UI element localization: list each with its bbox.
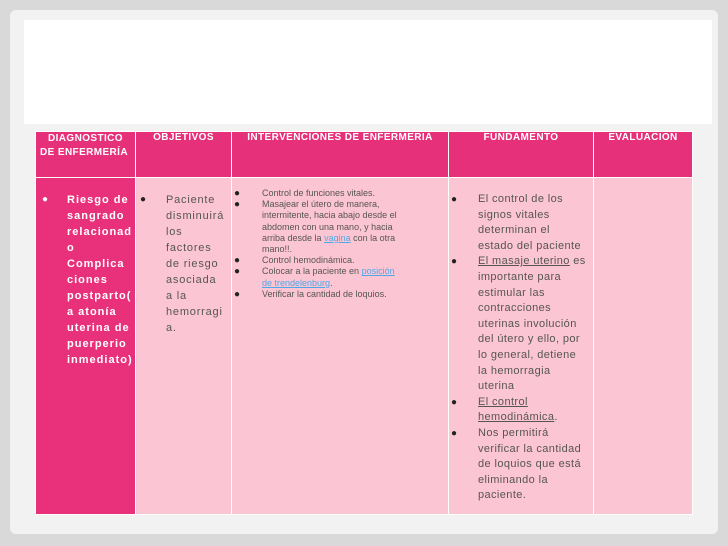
fundamento-line: El control de los [478, 193, 564, 205]
intervencion-text: con la otra [353, 232, 396, 243]
diagnostico-line: inmediato) [67, 354, 133, 366]
fundamento-line: contracciones [478, 302, 552, 315]
fundamento-line: la hemorragia [478, 364, 551, 377]
objetivos-line: factores [166, 242, 212, 254]
objetivos-line: a. [166, 322, 177, 334]
fundamento-line: uterinas involución [478, 317, 577, 330]
intervenciones-list [232, 178, 448, 300]
intervencion-line: abdomen con una mano, y hacia [262, 221, 393, 232]
objetivos-line: asociada [166, 274, 217, 286]
hemodinamica-link[interactable]: hemodinámica [478, 411, 555, 424]
intervencion-text: . [330, 277, 333, 288]
objetivos-line: a la [166, 290, 187, 302]
header-evaluacion: EVALUACION [594, 132, 693, 178]
title-placeholder [24, 20, 712, 124]
trendelenburg-link[interactable]: de trendelenburg [262, 277, 331, 288]
bullet-icon: ● [234, 188, 241, 199]
evaluacion-cell [594, 178, 693, 515]
bullet-icon: ● [234, 266, 241, 278]
header-diagnostico [36, 132, 136, 178]
intervencion-item [234, 266, 444, 288]
fundamento-line: estimular las [478, 286, 545, 299]
diagnostico-line: a atonía [67, 306, 117, 318]
diagnostico-line: puerperio [67, 338, 127, 350]
objetivos-cell [136, 178, 232, 515]
fundamento-line: verificar la cantidad [478, 442, 582, 455]
header-diagnostico-line1: DIAGNOSTICO [48, 133, 123, 144]
intervencion-line: Masajear el útero de manera, [262, 199, 380, 210]
fundamento-text: es [573, 255, 586, 268]
objetivos-item [140, 192, 227, 336]
header-diagnostico-line2: DE ENFERMERÍA [40, 147, 128, 158]
fundamento-line: Nos permitirá [478, 426, 549, 439]
fundamento-item [451, 254, 589, 394]
objetivos-line: los [166, 226, 183, 238]
header-objetivos: OBJETIVOS [136, 132, 232, 178]
header-row [36, 132, 693, 178]
intervencion-text: Control hemodinámica. [262, 255, 355, 266]
diagnostico-line: relacionad [67, 226, 133, 238]
intervencion-line: intermitente, hacia abajo desde el [262, 210, 397, 221]
diagnostico-line: uterina de [67, 322, 130, 334]
diagnostico-list [36, 178, 135, 368]
objetivos-list [136, 178, 231, 336]
bullet-icon: ● [234, 255, 241, 267]
fundamento-text: . [554, 411, 558, 424]
diagnostico-line: Complica [67, 258, 125, 270]
masaje-uterino-link[interactable]: El masaje uterino [478, 255, 570, 268]
care-plan-table [35, 131, 693, 515]
intervenciones-cell [232, 178, 449, 515]
diagnostico-line: ciones [67, 274, 108, 286]
bullet-icon: ● [234, 199, 241, 211]
fundamento-line: del útero y ello, por [478, 333, 580, 346]
fundamento-line: importante para [478, 270, 562, 283]
objetivos-line: hemorragi [166, 306, 223, 318]
intervencion-line: mano!!. [262, 244, 293, 255]
intervencion-item [234, 199, 444, 255]
control-link[interactable]: El control [478, 395, 528, 408]
body-row [36, 178, 693, 515]
fundamento-item [451, 192, 589, 254]
posicion-link[interactable]: posición [361, 266, 395, 277]
fundamento-line: signos vitales [478, 208, 550, 221]
intervencion-item [234, 255, 444, 266]
fundamento-list [449, 178, 593, 504]
header-fundamento: FUNDAMENTO [449, 132, 594, 178]
intervencion-item [234, 289, 444, 300]
diagnostico-item [42, 192, 131, 368]
fundamento-item [451, 426, 589, 504]
diagnostico-cell [36, 178, 136, 515]
diagnostico-line: postparto( [67, 290, 132, 302]
bullet-icon: ● [451, 194, 458, 205]
diagnostico-line: sangrado [67, 210, 125, 222]
header-intervenciones: INTERVENCIONES DE ENFERMERIA [232, 132, 449, 178]
diagnostico-line: o [67, 242, 75, 254]
intervencion-text: Control de funciones vitales. [262, 188, 376, 198]
fundamento-line: determinan el [478, 224, 550, 237]
fundamento-line: estado del paciente [478, 239, 582, 252]
vagina-link[interactable]: vagina [324, 232, 351, 243]
intervencion-item [234, 188, 444, 199]
diagnostico-line: Riesgo de [67, 194, 129, 206]
fundamento-item [451, 395, 589, 426]
fundamento-line: paciente. [478, 489, 527, 502]
bullet-icon: ● [451, 396, 458, 408]
intervencion-text: Colocar a la paciente en [262, 266, 360, 277]
intervencion-text: Verificar la cantidad de loquios. [262, 288, 387, 299]
fundamento-line: de loquios que está [478, 458, 582, 471]
fundamento-cell [449, 178, 594, 515]
bullet-icon: ● [42, 194, 50, 205]
fundamento-line: eliminando la [478, 473, 549, 486]
intervencion-text: arriba desde la [262, 232, 322, 243]
objetivos-line: Paciente [166, 194, 216, 206]
bullet-icon: ● [234, 288, 241, 300]
objetivos-line: de riesgo [166, 258, 219, 270]
fundamento-line: uterina [478, 380, 515, 393]
bullet-icon: ● [451, 427, 458, 439]
bullet-icon: ● [140, 194, 147, 205]
bullet-icon: ● [451, 256, 458, 268]
fundamento-line: lo general, detiene [478, 348, 577, 361]
objetivos-line: disminuirá [166, 210, 225, 222]
